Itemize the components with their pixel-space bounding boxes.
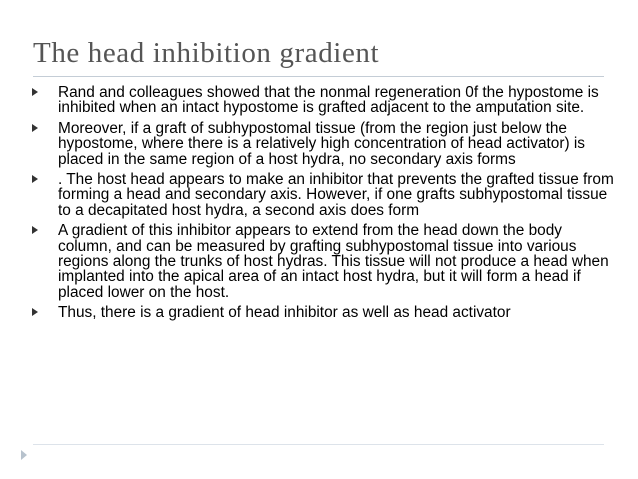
bullet-text: Moreover, if a graft of subhypostomal tissue (from the region just below the hypostome, where there is a relatively high concentration of head activator) is placed in the same region of a host hydra, no secondary axis forms [58, 119, 585, 168]
bullet-text: A gradient of this inhibitor appears to extend from the head down the body column, and can be measured by grafting subhypostomal tissue into various regions along the trunks of host hydras. This tissue will not produce a head when implanted into the apical area of an intact host hydra, but it will form a head if placed lower on the host. [58, 222, 609, 301]
bullet-item [30, 121, 614, 167]
bullet-arrow-icon [32, 124, 38, 132]
bullet-text: Thus, there is a gradient of head inhibitor as well as head activator [58, 304, 511, 322]
bullet-text: . The host head appears to make an inhibitor that prevents the grafted tissue from forming a head and secondary axis. However, if one grafts subhypostomal tissue to a decapitated host hydra, a second axis does form [58, 171, 614, 219]
bullet-arrow-icon [32, 175, 38, 183]
bullet-text: Rand and colleagues showed that the nonmal regeneration 0f the hypostome is inhibited when an intact hypostome is grafted adjacent to the amputation site. [58, 84, 599, 117]
footer-divider [33, 444, 604, 445]
bullet-arrow-icon [32, 308, 38, 316]
title-divider [33, 76, 604, 77]
bullet-item [30, 85, 614, 116]
bullet-item [30, 223, 614, 300]
slide-title: The head inhibition gradient [33, 37, 380, 69]
bullet-list [30, 85, 614, 326]
bullet-arrow-icon [32, 88, 38, 96]
bullet-arrow-icon [32, 226, 38, 234]
bullet-item [30, 305, 614, 320]
bullet-item [30, 172, 614, 218]
slide-nav-arrow-icon[interactable] [21, 450, 27, 460]
